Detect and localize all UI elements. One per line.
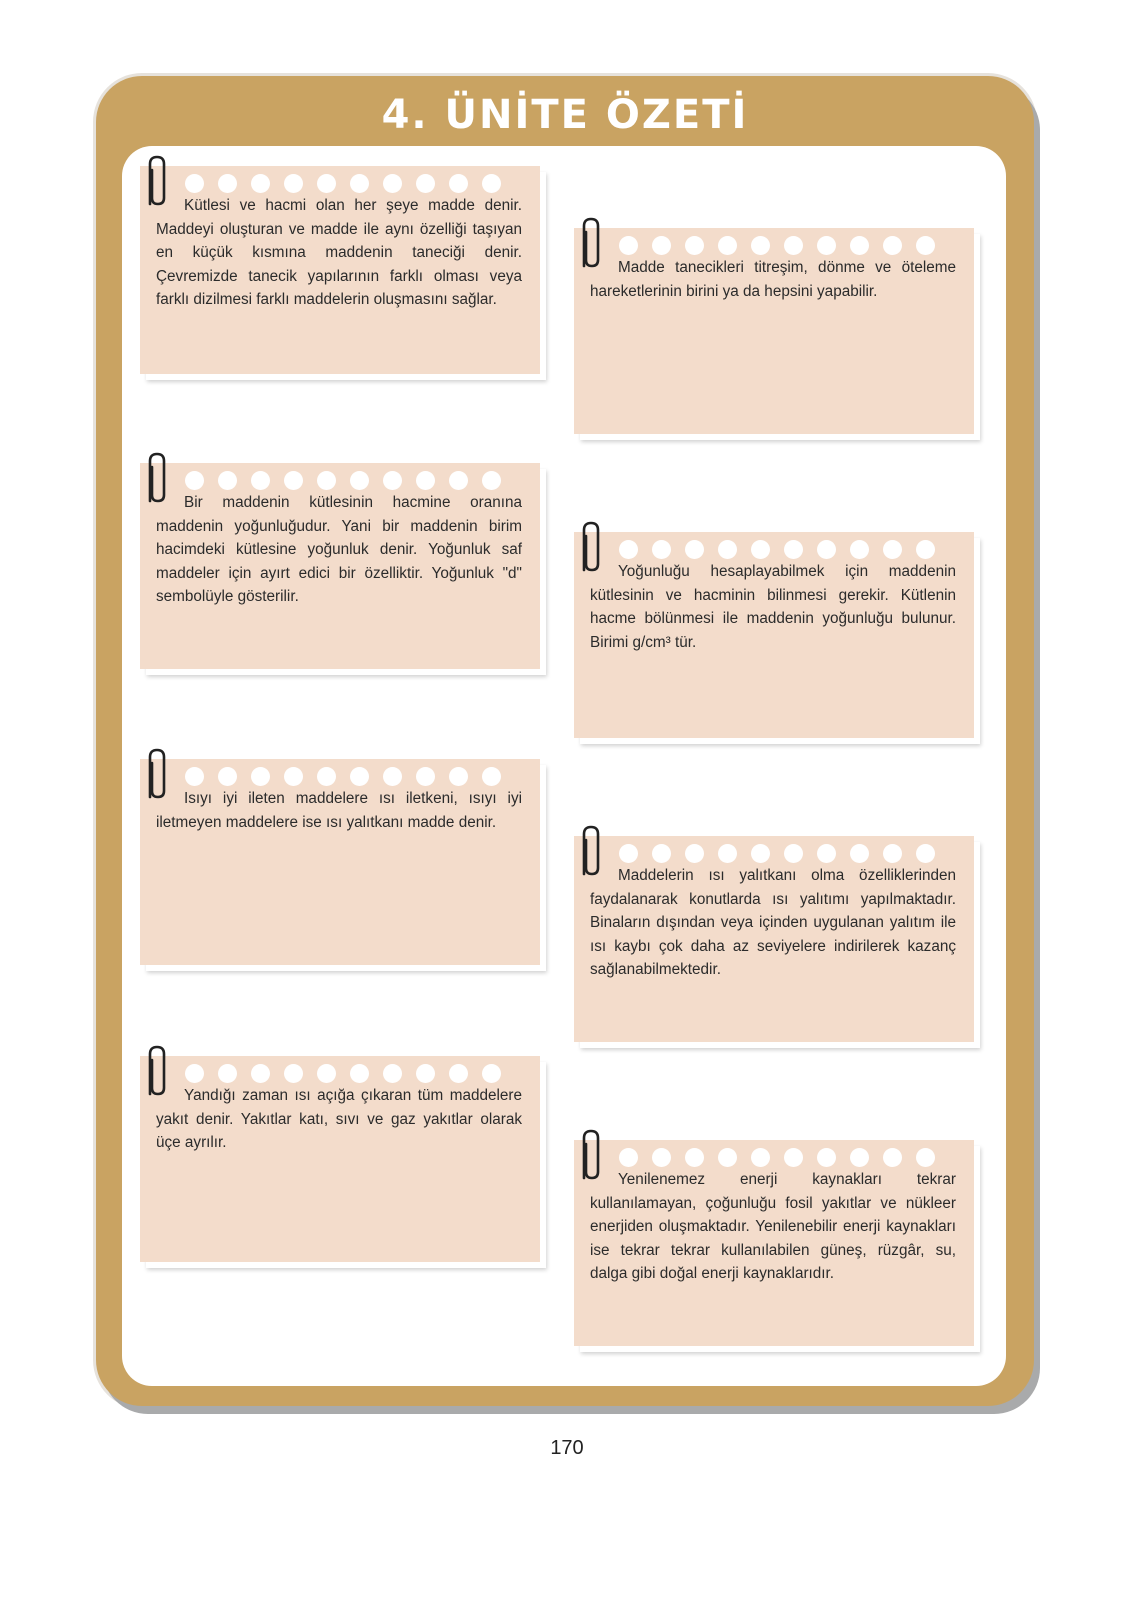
summary-note-1 [140,166,540,374]
summary-note-6 [574,836,974,1042]
note-text: Maddelerin ısı yalıtkanı olma özelliklerinden faydalanarak konutlarda ısı yalıtımı yapılmaktadır. Binaların dışından veya içinden uygulanan yalıtım ile ısı kaybı çok daha az seviyelere indirilerek kazanç sağlanabilmektedir. [590,867,956,978]
note-holes [185,1064,501,1083]
summary-note-7 [140,1056,540,1262]
unit-summary-title: 4. ÜNİTE ÖZETİ [381,92,749,138]
summary-note-8 [574,1140,974,1346]
note-text: Isıyı iyi ileten maddelere ısı iletkeni, ısıyı iyi iletmeyen maddelere ise ısı yalıtkanı madde denir. [156,790,522,831]
note-holes [619,1148,935,1167]
note-text: Madde tanecikleri titreşim, dönme ve öteleme hareketlerinin birini ya da hepsini yapabilir. [590,259,956,300]
summary-panel [122,146,1006,1386]
note-holes [619,236,935,255]
summary-note-2 [574,228,974,434]
note-holes [619,844,935,863]
note-text: Kütlesi ve hacmi olan her şeye madde denir. Maddeyi oluşturan ve madde ile aynı özelliği taşıyan en küçük kısmına maddenin taneciği denir. Çevremizde tanecik yapılarının farklı olması veya farklı dizilmesi farklı maddelerin oluşmasını sağlar. [156,197,522,308]
note-text: Yoğunluğu hesaplayabilmek için maddenin kütlesinin ve hacminin bilinmesi gerekir. Kütlenin hacme bölünmesi ile maddenin yoğunluğu bulunur. Birimi g/cm³ tür. [590,563,956,651]
note-holes [185,174,501,193]
page-number: 170 [550,1437,584,1459]
summary-note-3 [140,463,540,669]
note-text: Yandığı zaman ısı açığa çıkaran tüm maddelere yakıt denir. Yakıtlar katı, sıvı ve gaz yakıtlar olarak üçe ayrılır. [156,1087,522,1151]
summary-note-4 [574,532,974,738]
note-holes [619,540,935,559]
note-holes [185,767,501,786]
note-text: Bir maddenin kütlesinin hacmine oranına maddenin yoğunluğudur. Yani bir maddenin birim hacimdeki kütlesine yoğunluk denir. Yoğunluk saf maddeler için ayırt edici bir özelliktir. Yoğunluk "d" sembolüyle gösterilir. [156,494,522,605]
summary-frame [96,76,1034,1406]
note-text: Yenilenemez enerji kaynakları tekrar kullanılamayan, çoğunluğu fosil yakıtlar ve nükleer enerjiden oluşmaktadır. Yenilenebilir enerji kaynakları ise tekrar tekrar kullanılabilen güneş, rüzgâr, su, dalga gibi doğal enerji kaynaklarıdır. [590,1171,956,1282]
summary-note-5 [140,759,540,965]
note-holes [185,471,501,490]
